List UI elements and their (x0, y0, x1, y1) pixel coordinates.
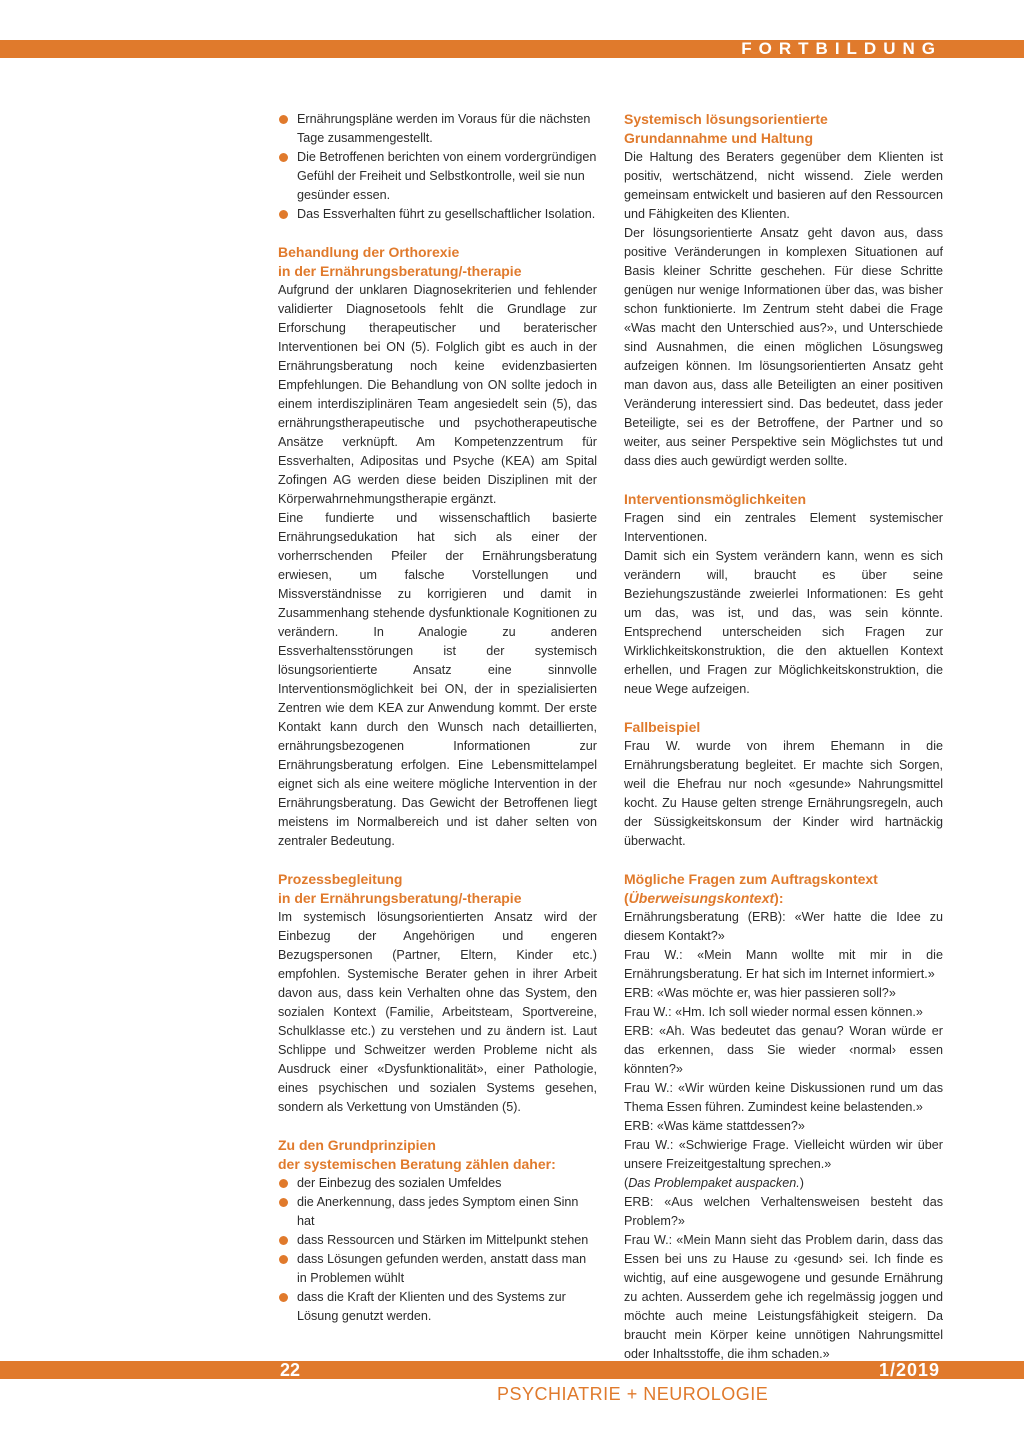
journal-title: PSYCHIATRIE + NEUROLOGIE (497, 1384, 769, 1404)
bullet-icon (279, 210, 288, 219)
right-column (624, 110, 943, 1364)
header-bar (0, 40, 1024, 58)
list-item: die Anerkennung, dass jedes Symptom einen Sinn hat (278, 1193, 597, 1231)
list-item: dass Ressourcen und Stärken im Mittelpunkt stehen (278, 1231, 597, 1250)
page-number: 22 (280, 1360, 301, 1380)
list-item: dass Lösungen gefunden werden, anstatt dass man in Problemen wühlt (278, 1250, 597, 1288)
dialogue-line: ERB: «Was käme stattdessen?» (624, 1119, 805, 1133)
intro-bullet-list (278, 110, 597, 224)
section-heading: Prozessbegleitung in der Ernährungsberatung/-therapie (278, 871, 522, 906)
section-heading: Interventionsmöglichkeiten (624, 491, 807, 507)
bullet-icon (279, 153, 288, 162)
dialogue-line: Frau W.: «Mein Mann sieht das Problem darin, dass das Essen bei uns zu Hause zu ‹gesund› sei. Ich finde es wichtig, auf eine ausgewogene und gesunde Ernährung zu achten. Ausserdem gehe ich regelmässig joggen und möchte auch meine Leistungsfähigkeit steigern. Da braucht mein Körper keine unnötigen Nahrungsmittel oder Inhaltsstoffe, die ihm schaden.» (624, 1233, 943, 1361)
dialogue-line: Frau W.: «Wir würden keine Diskussionen rund um das Thema Essen führen. Zumindest keine belastenden.» (624, 1081, 943, 1114)
bullet-icon (279, 1198, 288, 1207)
paragraph: Eine fundierte und wissenschaftlich basierte Ernährungsedukation hat sich als einer der vorherrschenden Pfeiler der Ernährungsberatung erwiesen, um falsche Vorstellungen und Missverständnisse zu korrigieren und damit in Zusammenhang stehende dysfunktionale Kognitionen zu verändern. In Analogie zu anderen Essverhaltensstörungen ist der systemisch lösungsorientierte Ansatz eine sinnvolle Interventionsmöglichkeit bei ON, der in spezialisierten Zentren wie dem KEA zur Anwendung kommt. Der erste Kontakt kann durch den Wunsch nach detaillierten, ernährungsbezogenen Informationen zur Ernährungsberatung erfolgen. Eine Lebensmittelampel eignet sich als eine weitere mögliche Intervention in der Ernährungsberatung. Das Gewicht der Betroffenen liegt meistens im Normalbereich und ist daher selten von zentraler Bedeutung. (278, 511, 597, 848)
paragraph: Der lösungsorientierte Ansatz geht davon aus, dass positive Veränderungen in komplexen Situationen auf Basis kleiner Schritte geschehen. Für diese Schritte genügen nur wenige Informationen über das, was bisher schon funktionierte. Im Zentrum steht dabei die Frage «Was macht den Unterschied aus?», und Unterschiede sind Ausnahmen, die einen möglichen Lösungsweg aufzeigen können. Im lösungsorientierten Ansatz geht man davon aus, dass alle Beteiligten an einer positiven Veränderung interessiert sind. Das bedeutet, dass jeder Beteiligte, sei es der Betroffene, der Partner und so weiter, aus seiner Perspektive sein Möglichstes tut und dass dies auch gewürdigt werden sollte. (624, 226, 943, 468)
dialogue-line: ERB: «Aus welchen Verhaltensweisen besteht das Problem?» (624, 1195, 943, 1228)
section-heading: Fallbeispiel (624, 719, 701, 735)
dialogue-line: ERB: «Ah. Was bedeutet das genau? Woran würde er das erkennen, dass Sie wieder ‹normal› essen könnten?» (624, 1024, 943, 1076)
paragraph: Damit sich ein System verändern kann, wenn es sich verändern will, braucht es über seine Beziehungszustände zweierlei Informationen: Es geht um das, was ist, und das, was sein könnte. Entsprechend unterscheiden sich Fragen zur Wirklichkeitskonstruktion, die den aktuellen Kontext erhellen, und Fragen zur Möglichkeitskonstruktion, die neue Wege aufzeigen. (624, 549, 943, 696)
dialogue-line: Frau W.: «Mein Mann wollte mit mir in die Ernährungsberatung. Er hat sich im Internet informiert.» (624, 948, 943, 981)
stage-note: (Das Problempaket auspacken.) (624, 1176, 804, 1190)
dialogue-line: Ernährungsberatung (ERB): «Wer hatte die Idee zu diesem Kontakt?» (624, 910, 943, 943)
paragraph: Die Haltung des Beraters gegenüber dem Klienten ist positiv, wertschätzend, nicht wissend. Ziele werden gemeinsam entwickelt und basieren auf den Ressourcen und Fähigkeiten des Klienten. (624, 150, 943, 221)
paragraph: Aufgrund der unklaren Diagnosekriterien und fehlender validierter Diagnosetools fehlt die Grundlage zur Erforschung therapeutischer und beraterischer Interventionen bei ON (5). Folglich gibt es auch in der Ernährungsberatung noch keine evidenzbasierten Empfehlungen. Die Behandlung von ON sollte jedoch in einem interdisziplinären Team angesiedelt sein (5), das ernährungstherapeutische und psychotherapeutische Ansätze verknüpft. Am Kompetenzzentrum für Essverhalten, Adipositas und Psyche (KEA) am Spital Zofingen AG werden diese beiden Disziplinen mit der Körperwahrnehmungstherapie ergänzt. (278, 283, 597, 506)
bullet-icon (279, 1179, 288, 1188)
bullet-icon (279, 1236, 288, 1245)
section-heading: Mögliche Fragen zum Auftragskontext (Überweisungskontext): (624, 871, 878, 906)
paragraph: Fragen sind ein zentrales Element systemischer Interventionen. (624, 511, 943, 544)
section-heading: Systemisch lösungsorientierte Grundannahme und Haltung (624, 111, 828, 146)
dialogue-line: ERB: «Was möchte er, was hier passieren soll?» (624, 986, 896, 1000)
list-item: Die Betroffenen berichten von einem vordergründigen Gefühl der Freiheit und Selbstkontrolle, weil sie nun gesünder essen. (278, 148, 597, 205)
list-item: dass die Kraft der Klienten und des Systems zur Lösung genutzt werden. (278, 1288, 597, 1326)
left-column (278, 110, 597, 1326)
issue-number: 1/2019 (878, 1360, 940, 1380)
paragraph: Im systemisch lösungsorientierten Ansatz wird der Einbezug der Angehörigen und engeren Bezugspersonen (Partner, Eltern, Kinder etc.) empfohlen. Systemische Berater gehen in ihrer Arbeit davon aus, dass kein Verhalten ohne das System, den sozialen Kontext (Familie, Arbeitsteam, Sportvereine, Schulklasse etc.) zu verstehen und zu ändern ist. Laut Schlippe und Schweitzer werden Probleme nicht als Ausdruck einer «Dysfunktionalität», einer Pathologie, eines psychischen und sozialen Systems gesehen, sondern als Verkettung von Umständen (5). (278, 910, 597, 1114)
section-heading: Zu den Grundprinzipien der systemischen Beratung zählen daher: (278, 1137, 556, 1172)
footer-bar (0, 1361, 1024, 1379)
section-label: FORTBILDUNG (741, 39, 942, 58)
bullet-icon (279, 1293, 288, 1302)
paragraph: Frau W. wurde von ihrem Ehemann in die Ernährungsberatung begleitet. Er machte sich Sorgen, weil die Ehefrau nur noch «gesunde» Nahrungsmittel kocht. Zu Hause gelten strenge Ernährungsregeln, auch der Süssigkeitskonsum der Kinder wird hartnäckig überwacht. (624, 739, 943, 848)
dialogue-line: Frau W.: «Hm. Ich soll wieder normal essen können.» (624, 1005, 923, 1019)
bullet-icon (279, 115, 288, 124)
section-heading: Behandlung der Orthorexie in der Ernährungsberatung/-therapie (278, 244, 522, 279)
dialogue-line: Frau W.: «Schwierige Frage. Vielleicht würden wir über unsere Freizeitgestaltung sprechen.» (624, 1138, 943, 1171)
list-item: Das Essverhalten führt zu gesellschaftlicher Isolation. (278, 205, 597, 224)
list-item: der Einbezug des sozialen Umfeldes (278, 1174, 597, 1193)
principles-bullet-list (278, 1174, 597, 1326)
bullet-icon (279, 1255, 288, 1264)
list-item: Ernährungspläne werden im Voraus für die nächsten Tage zusammengestellt. (278, 110, 597, 148)
